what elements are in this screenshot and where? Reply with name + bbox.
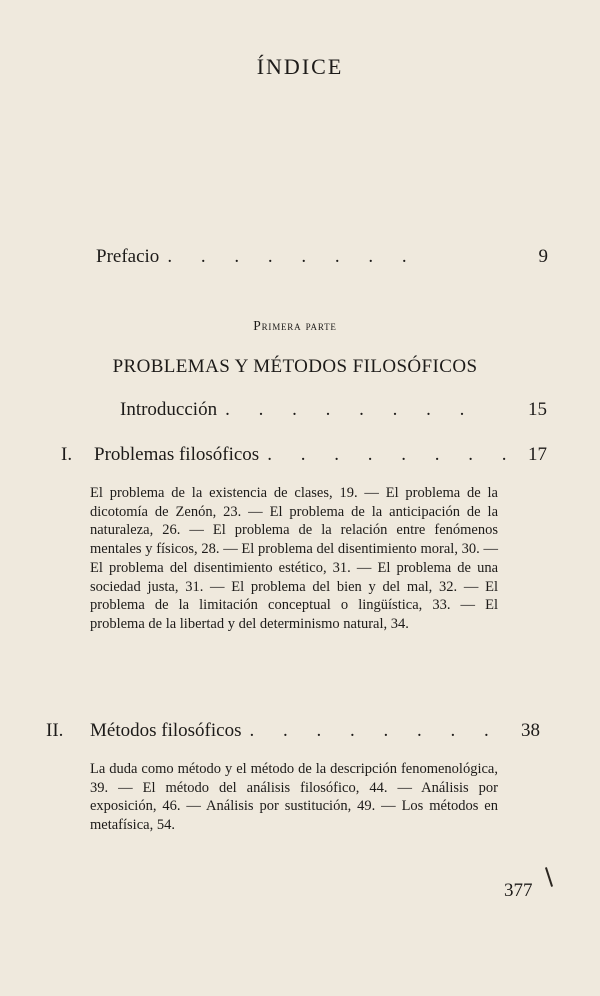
toc-entry-chapter-1 (61, 444, 547, 466)
toc-entry-introduccion (120, 399, 547, 421)
chapter-1-summary: El problema de la existencia de clases, 19. — El problema de la dicotomía de Zenón, 23. — El problema de la anticipación de la naturaleza, 26. — El problema de la relación entre fenómenos mentales y físicos, 28. — El problema del disentimiento moral, 30. — El problema del disentimiento estético, 31. — El problema de una sociedad justa, 31. — El problema del bien y del mal, 32. — El problema de la limitación conceptual o lingüística, 33. — El problema de la libertad y del determinismo natural, 34. (90, 485, 498, 632)
toc-entry-label: Problemas filosóficos (94, 444, 260, 465)
toc-entry-chapter-2 (46, 720, 540, 742)
leader-dots: . . . . . . . . (225, 399, 477, 420)
toc-entry-label: Prefacio (96, 246, 160, 267)
leader-dots: . . . . . . . . (249, 720, 501, 741)
toc-entry-label: Métodos filosóficos (90, 720, 242, 741)
page-number: 377 (504, 880, 533, 901)
leader-dots: . . . . . . . . (267, 444, 519, 465)
toc-entry-page: 15 (528, 399, 547, 420)
toc-entry-page: 9 (538, 246, 548, 267)
chapter-numeral: II. (46, 720, 64, 741)
chapter-numeral: I. (61, 444, 73, 465)
part-heading: Primera parte (253, 318, 337, 333)
leader-dots: . . . . . . . . (167, 246, 419, 267)
chapter-2-summary: La duda como método y el método de la descripción fenomenológica, 39. — El método del análisis filosófico, 44. — Análisis por exposición, 46. — Análisis por sustitución, 49. — Los métodos en metafísica, 54. (90, 761, 498, 834)
toc-entry-label: Introducción (120, 399, 218, 420)
toc-entry-prefacio (96, 246, 548, 268)
toc-entry-page: 38 (521, 720, 540, 741)
part-title: PROBLEMAS Y MÉTODOS FILOSÓFICOS (112, 356, 478, 377)
toc-entry-page: 17 (528, 444, 547, 465)
index-title: ÍNDICE (256, 54, 344, 79)
pencil-mark (545, 867, 553, 887)
